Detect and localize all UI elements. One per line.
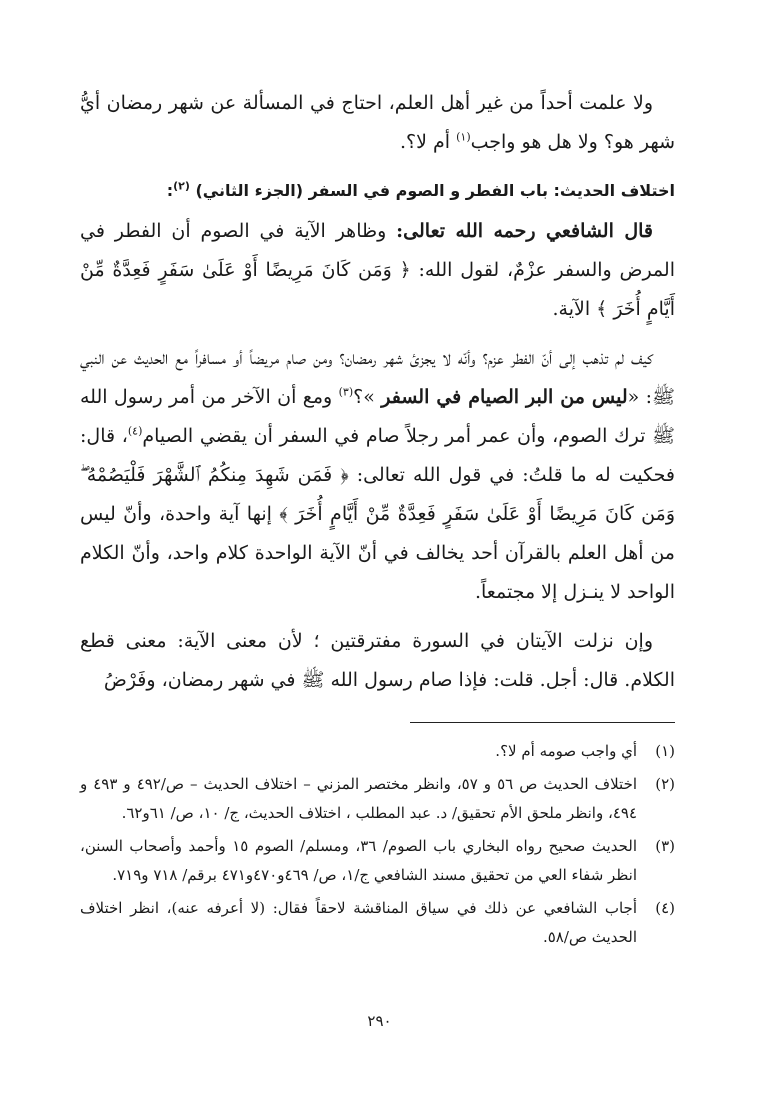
footnote-4-number: (٤) xyxy=(655,899,675,917)
paragraph-2-lead: قال الشافعي رحمه الله تعالى: xyxy=(396,220,653,242)
paragraph-1-text: ولا علمت أحداً من غير أهل العلم، احتاج في المسألة عن شهر رمضان أيُّ شهر هو؟ ولا هل هو واجب xyxy=(80,92,675,153)
section-heading-text: اختلاف الحديث: باب الفطر و الصوم في السفر (الجزء الثاني) xyxy=(195,181,675,200)
paragraph-1 xyxy=(80,84,675,162)
footnote-3-number: (٣) xyxy=(655,837,675,855)
paragraph-3-part-a: كيف لم تذهب إلى أنّ الفطر عزم؟ وأنّه لا يجزئ شهر رمضان؟ ومن صام مريضاً أو مسافراً مع الحديث عن النبي ﷺ: « xyxy=(80,347,675,408)
footnote-ref-3: (٣) xyxy=(338,385,354,399)
section-heading-colon: : xyxy=(166,181,174,200)
footnote-divider xyxy=(410,722,675,723)
paragraph-1-tail: أم لا؟. xyxy=(400,131,457,153)
footnotes xyxy=(80,737,675,952)
footnote-3 xyxy=(80,832,675,890)
footnote-4 xyxy=(80,894,675,952)
footnote-1 xyxy=(80,737,675,766)
footnote-2-text: اختلاف الحديث ص ٥٦ و ٥٧، وانظر مختصر المزني – اختلاف الحديث – ص/٤٩٢ و ٤٩٣ و ٤٩٤، وانظر ملحق الأم تحقيق/ د. عبد المطلب ، اختلاف الحديث، ج/ ١٠، ص/ ٦١و٦٢. xyxy=(80,775,638,822)
footnote-4-text: أجاب الشافعي عن ذلك في سياق المناقشة لاحقاً فقال: (لا أعرفه عنه)، انظر اختلاف الحديث ص/٥٨. xyxy=(80,899,637,946)
footnote-ref-1: (١) xyxy=(456,130,471,144)
paragraph-3 xyxy=(80,339,675,612)
paragraph-2 xyxy=(80,212,675,329)
paragraph-3-part-d: ، قال: فحكيت له ما قلتُ: في قول الله تعالى: ﴿ فَمَن شَهِدَ مِنكُمُ ٱلشَّهْرَ فَلْيَصُمْهُ ۖ وَمَن كَانَ مَرِيضًا أَوْ عَلَىٰ سَفَرٍ فَعِدَّةٌ مِّنْ أَيَّامٍ أُخَرَ ﴾ إنها آية واحدة، وأنّ ليس من أهل العلم بالقرآن أحد يخالف في أنّ الآية الواحدة كلام واحد، وأنّ الكلام الواحد لا ينـزل إلا مجتمعاً. xyxy=(80,425,675,603)
footnote-2 xyxy=(80,770,675,828)
footnote-2-number: (٢) xyxy=(655,775,675,793)
footnote-1-text: أي واجب صومه أم لا؟. xyxy=(495,742,637,760)
footnote-ref-4: (٤) xyxy=(127,424,143,438)
hadith-quote: ليس من البر الصيام في السفر xyxy=(381,386,628,408)
paragraph-3-part-b: »؟ xyxy=(353,386,382,408)
section-heading xyxy=(80,176,675,206)
paragraph-2-text: وظاهر الآية في الصوم أن الفطر في المرض والسفر عزْمٌ، لقول الله: ﴿ وَمَن كَانَ مَرِيضًا أَوْ عَلَىٰ سَفَرٍ فَعِدَّةٌ مِّنْ أَيَّامٍ أُخَرَ ﴾ الآية. xyxy=(80,220,675,320)
footnote-3-text: الحديث صحيح رواه البخاري باب الصوم/ ٣٦، ومسلم/ الصوم ١٥ وأحمد وأصحاب السنن، انظر شفاء العي من تحقيق مسند الشافعي ج/١، ص/ ٤٦٩و٤٧٠و٤٧١ برقم/ ٧١٨ و٧١٩. xyxy=(80,837,637,884)
paragraph-4: وإن نزلت الآيتان في السورة مفترقتين ؛ لأن معنى الآية: معنى قطع الكلام. قال: أجل. قلت: فإذا صام رسول الله ﷺ في شهر رمضان، وفَرْضُ xyxy=(80,630,675,691)
footnote-1-number: (١) xyxy=(655,742,675,760)
page-number: ٢٩٠ xyxy=(367,1012,392,1030)
footnote-ref-2: (٢) xyxy=(173,179,190,193)
paragraph-3-part-c: ومع أن الآخر من أمر رسول الله ﷺ ترك الصوم، وأن عمر أمر رجلاً صام في السفر أن يقضي الصيام xyxy=(80,386,675,447)
